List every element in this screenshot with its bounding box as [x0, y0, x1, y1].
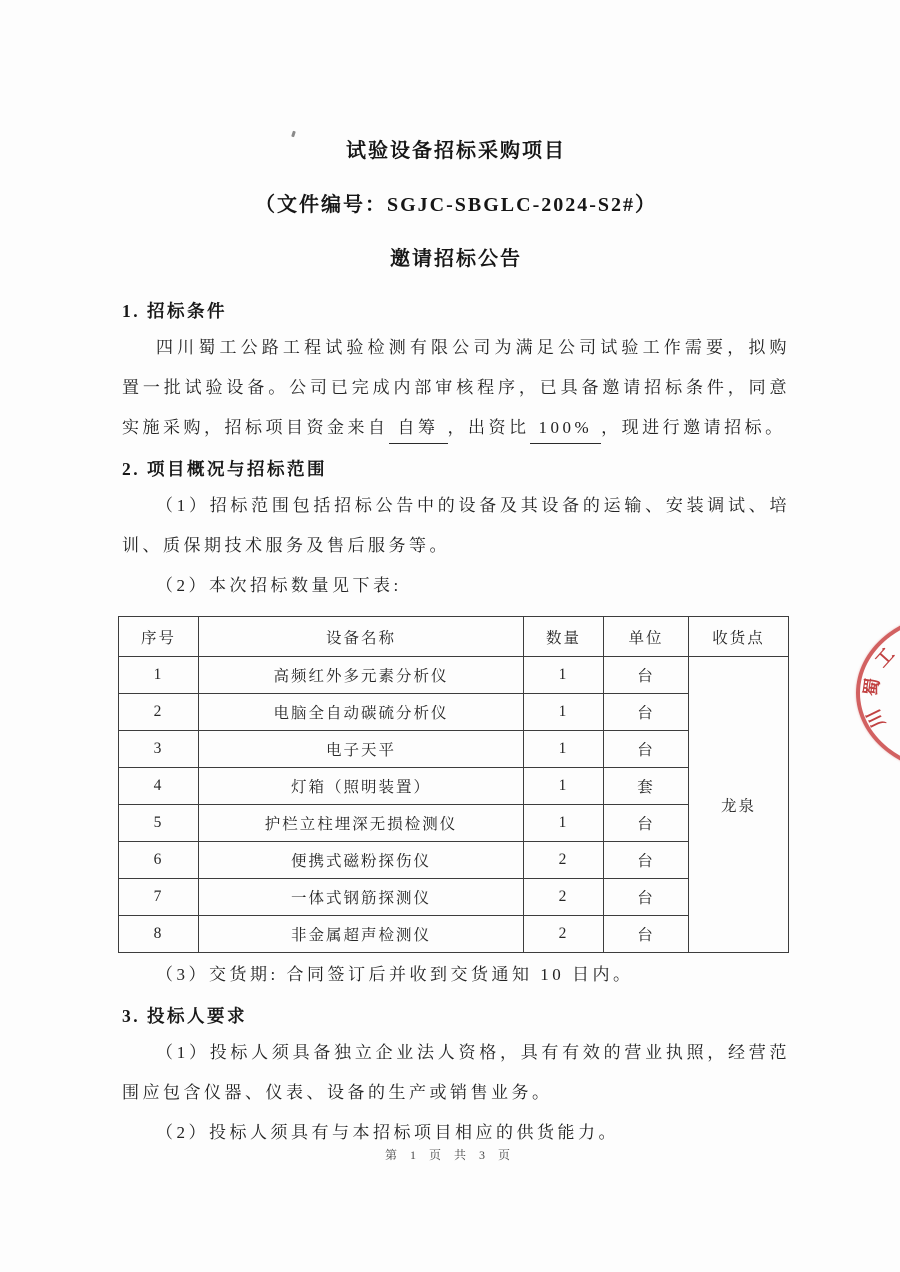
cell-unit: 台: [604, 731, 689, 768]
cell-equipment-name: 便携式磁粉探伤仪: [199, 842, 524, 879]
seal-character: 工: [871, 644, 899, 672]
table-row: [119, 657, 789, 694]
table-row: [119, 694, 789, 731]
section-3-heading: 3. 投标人要求: [122, 1006, 247, 1026]
cell-index: 1: [119, 657, 199, 694]
cell-quantity: 2: [524, 916, 604, 953]
cell-unit: 台: [604, 657, 689, 694]
col-header-quantity: 数量: [524, 617, 604, 657]
cell-quantity: 1: [524, 657, 604, 694]
cell-delivery-point: 龙泉: [689, 657, 789, 953]
cell-index: 4: [119, 768, 199, 805]
funding-text-a: 四川蜀工公路工程试验检测有限公司为满足公司试验工作需要，拟购置一批试验设备。公司已完成内部审核程序，已具备邀请招标条件，同意实施采购，招标项目资金来自: [122, 338, 790, 437]
cell-unit: 套: [604, 768, 689, 805]
cell-equipment-name: 护栏立柱埋深无损检测仪: [199, 805, 524, 842]
page-number-footer: 第 1 页 共 3 页: [384, 1148, 515, 1162]
cell-index: 8: [119, 916, 199, 953]
col-header-unit: 单位: [604, 617, 689, 657]
section-2-heading: 2. 项目概况与招标范围: [122, 459, 327, 479]
cell-unit: 台: [604, 879, 689, 916]
cell-quantity: 1: [524, 768, 604, 805]
cell-equipment-name: 电脑全自动碳硫分析仪: [199, 694, 524, 731]
cell-quantity: 2: [524, 842, 604, 879]
col-header-delivery-point: 收货点: [689, 617, 789, 657]
section-1-paragraph: [122, 328, 790, 448]
cell-unit: 台: [604, 805, 689, 842]
section-2-item-3: （3）交货期: 合同签订后并收到交货通知 10 日内。: [156, 965, 634, 984]
cell-unit: 台: [604, 694, 689, 731]
table-header-row: [119, 617, 789, 657]
cell-index: 7: [119, 879, 199, 916]
col-header-index: 序号: [119, 617, 199, 657]
table-row: [119, 805, 789, 842]
document-content: [122, 136, 790, 1153]
cell-index: 2: [119, 694, 199, 731]
funding-ratio-blank: 100%: [530, 413, 602, 444]
cell-equipment-name: 电子天平: [199, 731, 524, 768]
cell-unit: 台: [604, 916, 689, 953]
seal-character: 川: [862, 706, 889, 732]
section-1-heading: 1. 招标条件: [122, 301, 227, 321]
document-number: （文件编号：SGJC-SBGLC-2024-S2#）: [254, 194, 658, 216]
funding-source-blank: 自筹: [389, 413, 448, 444]
cell-quantity: 1: [524, 731, 604, 768]
document-title: 试验设备招标采购项目: [346, 140, 566, 162]
col-header-equipment-name: 设备名称: [199, 617, 524, 657]
cell-equipment-name: 非金属超声检测仪: [199, 916, 524, 953]
table-row: [119, 768, 789, 805]
section-3-item-2: （2）投标人须具有与本招标项目相应的供货能力。: [156, 1123, 619, 1142]
document-subtitle: 邀请招标公告: [390, 248, 522, 270]
cell-quantity: 2: [524, 879, 604, 916]
seal-character: 蜀: [860, 676, 884, 698]
funding-text-c: ，现进行邀请招标。: [601, 418, 786, 437]
section-2-item-2: （2）本次招标数量见下表:: [156, 576, 402, 595]
table-row: [119, 731, 789, 768]
cell-equipment-name: 一体式钢筋探测仪: [199, 879, 524, 916]
company-seal-stamp: [853, 610, 900, 770]
cell-equipment-name: 高频红外多元素分析仪: [199, 657, 524, 694]
equipment-table: [118, 616, 789, 953]
funding-text-b: ，出资比: [447, 418, 530, 437]
table-row: [119, 879, 789, 916]
section-3-item-1: （1）投标人须具备独立企业法人资格，具有有效的营业执照，经营范围应包含仪器、仪表、设备的生产或销售业务。: [122, 1043, 790, 1102]
seal-ring: [856, 612, 900, 774]
section-2-item-1: （1）招标范围包括招标公告中的设备及其设备的运输、安装调试、培训、质保期技术服务及售后服务等。: [122, 496, 790, 555]
table-row: [119, 842, 789, 879]
cell-unit: 台: [604, 842, 689, 879]
cell-index: 3: [119, 731, 199, 768]
cell-equipment-name: 灯箱（照明装置）: [199, 768, 524, 805]
cell-quantity: 1: [524, 694, 604, 731]
table-row: [119, 916, 789, 953]
cell-index: 6: [119, 842, 199, 879]
cell-quantity: 1: [524, 805, 604, 842]
cell-index: 5: [119, 805, 199, 842]
